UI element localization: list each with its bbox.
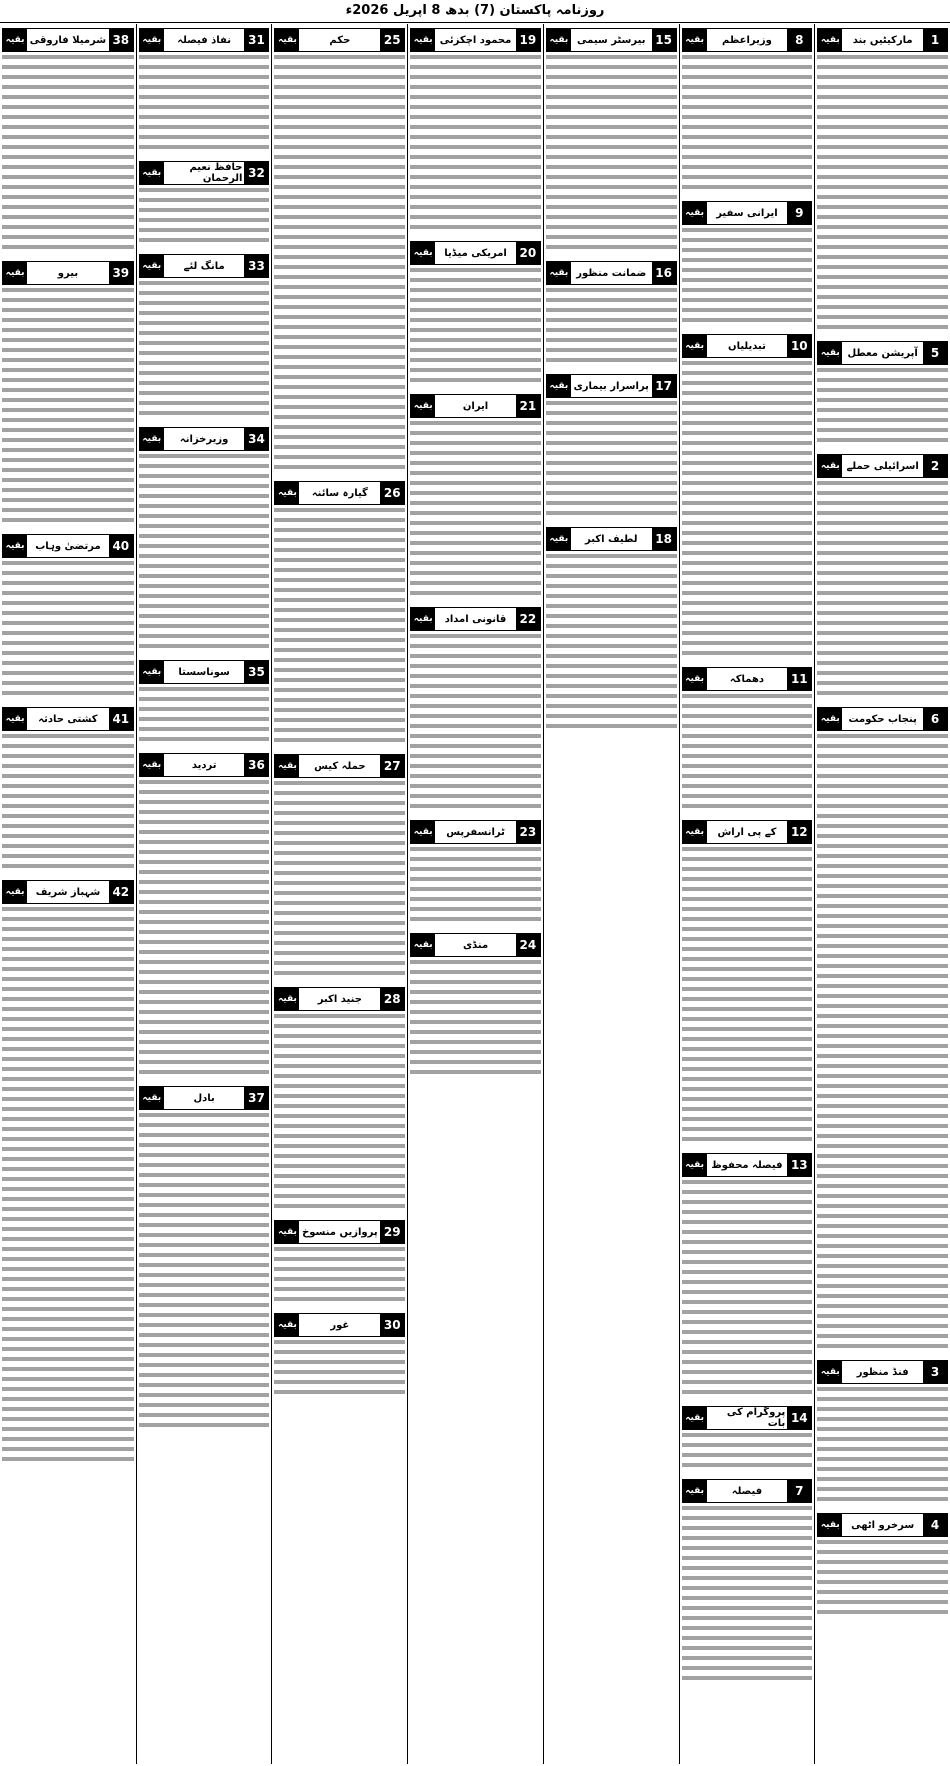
story xyxy=(682,28,813,195)
story xyxy=(139,28,270,155)
story-number: 7 xyxy=(787,1480,811,1502)
continuation-tag: بقیہ xyxy=(683,1407,707,1429)
story xyxy=(682,1479,813,1686)
story-heading xyxy=(817,341,948,365)
story-title: فیصلہ محفوظ xyxy=(711,1159,783,1171)
story-title: جنید اکبر xyxy=(317,993,362,1005)
story-title: لطیف اکبر xyxy=(584,533,638,545)
story-body xyxy=(682,55,813,195)
story-title: حکم xyxy=(329,34,351,46)
story xyxy=(817,707,948,1354)
story-heading xyxy=(2,880,134,904)
column xyxy=(271,24,407,1764)
story-number: 27 xyxy=(380,755,404,777)
story-heading xyxy=(682,820,813,844)
column xyxy=(814,24,950,1764)
story-body xyxy=(682,1506,813,1686)
story-title: مرتضیٰ وہاب xyxy=(35,540,101,552)
continuation-tag: بقیہ xyxy=(818,708,842,730)
continuation-tag: بقیہ xyxy=(547,528,571,550)
story xyxy=(274,481,405,748)
story-body xyxy=(274,781,405,981)
story-body xyxy=(274,1247,405,1307)
story-body xyxy=(817,1540,948,1620)
continuation-tag: بقیہ xyxy=(275,1314,299,1336)
story-title: مارکیٹیں بند xyxy=(852,34,913,46)
story xyxy=(817,454,948,701)
story xyxy=(2,28,134,255)
continuation-tag: بقیہ xyxy=(411,934,435,956)
story-body xyxy=(546,55,677,255)
continuation-tag: بقیہ xyxy=(3,262,27,284)
story-heading xyxy=(817,1513,948,1537)
continuation-tag: بقیہ xyxy=(275,482,299,504)
story xyxy=(139,161,270,248)
story xyxy=(682,334,813,661)
story xyxy=(274,1220,405,1307)
continuation-tag: بقیہ xyxy=(818,1514,842,1536)
continuation-tag: بقیہ xyxy=(411,821,435,843)
story-number: 4 xyxy=(923,1514,947,1536)
story-number: 19 xyxy=(516,29,540,51)
story-heading xyxy=(274,1220,405,1244)
story-title: پنجاب حکومت xyxy=(848,713,917,725)
story-number: 33 xyxy=(244,255,268,277)
story-body xyxy=(410,268,541,388)
story-number: 23 xyxy=(516,821,540,843)
story xyxy=(139,753,270,1080)
story-title: دھماکہ xyxy=(729,673,765,685)
story-body xyxy=(2,561,134,701)
story-number: 11 xyxy=(787,668,811,690)
story-number: 9 xyxy=(787,202,811,224)
story-heading xyxy=(410,28,541,52)
story-heading xyxy=(274,28,405,52)
story-heading xyxy=(139,254,270,278)
story-body xyxy=(682,847,813,1147)
story xyxy=(139,254,270,421)
story-body xyxy=(2,907,134,1467)
continuation-tag: بقیہ xyxy=(683,202,707,224)
continuation-tag: بقیہ xyxy=(275,1221,299,1243)
story-heading xyxy=(817,28,948,52)
story xyxy=(410,394,541,601)
story-body xyxy=(817,1387,948,1507)
story-heading xyxy=(274,481,405,505)
story-title: بیرو xyxy=(57,267,79,279)
continuation-tag: بقیہ xyxy=(140,428,164,450)
column xyxy=(0,24,136,1764)
story-body xyxy=(817,481,948,701)
story xyxy=(546,261,677,368)
story-heading xyxy=(2,707,134,731)
story-title: پروگرام کی بات xyxy=(726,1407,786,1429)
story-title: پروازیں منسوخ xyxy=(302,1226,378,1238)
story-title: تبدیلیاں xyxy=(728,340,766,352)
story-title: تردید xyxy=(191,759,217,771)
continuation-tag: بقیہ xyxy=(140,255,164,277)
story-number: 32 xyxy=(244,162,268,184)
story-number: 28 xyxy=(380,988,404,1010)
story xyxy=(817,28,948,335)
newspaper-page xyxy=(0,24,950,1764)
story-heading xyxy=(817,1360,948,1384)
story-heading xyxy=(817,707,948,731)
story xyxy=(682,1406,813,1473)
continuation-tag: بقیہ xyxy=(818,455,842,477)
continuation-tag: بقیہ xyxy=(140,162,164,184)
story-body xyxy=(139,281,270,421)
story xyxy=(410,820,541,927)
story xyxy=(410,28,541,235)
story-heading xyxy=(139,427,270,451)
story-heading xyxy=(410,394,541,418)
story-heading xyxy=(139,660,270,684)
story-title: گیارہ سائنہ xyxy=(311,487,368,499)
story-heading xyxy=(682,667,813,691)
story-heading xyxy=(2,28,134,52)
continuation-tag: بقیہ xyxy=(547,262,571,284)
story-body xyxy=(2,734,134,874)
story-body xyxy=(139,687,270,747)
story-title: نفاذ فیصلہ xyxy=(177,34,232,46)
story-heading xyxy=(817,454,948,478)
continuation-tag: بقیہ xyxy=(275,988,299,1010)
story-title: آپریشن معطل xyxy=(847,347,918,359)
story xyxy=(274,754,405,981)
story-title: کشتی حادثہ xyxy=(38,713,98,725)
story-heading xyxy=(139,1086,270,1110)
story-number: 29 xyxy=(380,1221,404,1243)
story-number: 40 xyxy=(109,535,133,557)
story-heading xyxy=(682,1406,813,1430)
continuation-tag: بقیہ xyxy=(140,1087,164,1109)
story-number: 39 xyxy=(109,262,133,284)
story-body xyxy=(817,368,948,448)
story-heading xyxy=(410,820,541,844)
story-number: 37 xyxy=(244,1087,268,1109)
story xyxy=(817,1360,948,1507)
story xyxy=(817,341,948,448)
continuation-tag: بقیہ xyxy=(683,1154,707,1176)
story-title: وزیراعظم xyxy=(722,34,772,46)
story-body xyxy=(817,55,948,335)
story-body xyxy=(139,780,270,1080)
story-number: 5 xyxy=(923,342,947,364)
masthead-date: روزنامہ پاکستان (7) بدھ 8 اپریل 2026ء xyxy=(0,0,950,23)
story-title: حملہ کیس xyxy=(314,760,366,772)
story-number: 20 xyxy=(516,242,540,264)
story xyxy=(682,820,813,1147)
story-body xyxy=(274,55,405,475)
story-title: فنڈ منظور xyxy=(856,1366,909,1378)
story xyxy=(139,1086,270,1433)
story-title: ٹرانسفرپس xyxy=(446,826,505,838)
continuation-tag: بقیہ xyxy=(140,661,164,683)
story-body xyxy=(546,401,677,521)
story-title: محمود اچکزئی xyxy=(439,34,512,46)
story-title: امریکی میڈیا xyxy=(444,247,507,259)
story xyxy=(410,933,541,1080)
story-heading xyxy=(682,28,813,52)
story xyxy=(682,667,813,814)
story xyxy=(274,28,405,475)
story-heading xyxy=(682,1153,813,1177)
story-body xyxy=(410,847,541,927)
story-title: بادل xyxy=(193,1092,215,1104)
continuation-tag: بقیہ xyxy=(818,29,842,51)
story-title: وزیرخزانہ xyxy=(179,433,229,445)
story xyxy=(410,607,541,814)
continuation-tag: بقیہ xyxy=(683,29,707,51)
story xyxy=(817,1513,948,1620)
story-title: منڈی xyxy=(462,939,489,951)
continuation-tag: بقیہ xyxy=(3,535,27,557)
continuation-tag: بقیہ xyxy=(683,1480,707,1502)
story-number: 12 xyxy=(787,821,811,843)
story xyxy=(546,28,677,255)
continuation-tag: بقیہ xyxy=(140,754,164,776)
story xyxy=(2,261,134,528)
story-heading xyxy=(274,1313,405,1337)
story-body xyxy=(274,508,405,748)
story-body xyxy=(410,634,541,814)
continuation-tag: بقیہ xyxy=(3,708,27,730)
story-heading xyxy=(274,987,405,1011)
story-heading xyxy=(410,933,541,957)
story-body xyxy=(410,960,541,1080)
column xyxy=(407,24,543,1764)
story-body xyxy=(682,361,813,661)
continuation-tag: بقیہ xyxy=(683,821,707,843)
story-number: 30 xyxy=(380,1314,404,1336)
continuation-tag: بقیہ xyxy=(547,29,571,51)
story-heading xyxy=(410,241,541,265)
story-heading xyxy=(139,28,270,52)
story-heading xyxy=(682,201,813,225)
continuation-tag: بقیہ xyxy=(275,755,299,777)
story xyxy=(546,527,677,734)
story-title: سرخرو اٹھی xyxy=(851,1519,915,1531)
continuation-tag: بقیہ xyxy=(3,881,27,903)
story-title: حافظ نعیم الرحمان xyxy=(189,162,243,184)
story-number: 10 xyxy=(787,335,811,357)
story-title: شہباز شریف xyxy=(35,886,101,898)
story-heading xyxy=(546,527,677,551)
continuation-tag: بقیہ xyxy=(411,242,435,264)
story-heading xyxy=(139,161,270,185)
story-title: اسرائیلی حملے xyxy=(846,460,919,472)
continuation-tag: بقیہ xyxy=(411,395,435,417)
story-number: 41 xyxy=(109,708,133,730)
story-number: 26 xyxy=(380,482,404,504)
story-body xyxy=(546,288,677,368)
story-number: 15 xyxy=(652,29,676,51)
story-body xyxy=(139,454,270,654)
story-heading xyxy=(274,754,405,778)
story xyxy=(2,880,134,1467)
story-title: ایرانی سفیر xyxy=(716,207,778,219)
story-body xyxy=(817,734,948,1354)
story-body xyxy=(274,1014,405,1214)
story xyxy=(139,660,270,747)
story-body xyxy=(2,288,134,528)
story-title: غور xyxy=(330,1319,350,1331)
continuation-tag: بقیہ xyxy=(547,375,571,397)
story-number: 14 xyxy=(787,1407,811,1429)
continuation-tag: بقیہ xyxy=(683,335,707,357)
story-number: 17 xyxy=(652,375,676,397)
story xyxy=(2,707,134,874)
story xyxy=(410,241,541,388)
story-heading xyxy=(682,334,813,358)
story xyxy=(274,987,405,1214)
story-body xyxy=(139,188,270,248)
story-number: 25 xyxy=(380,29,404,51)
story-number: 3 xyxy=(923,1361,947,1383)
story-body xyxy=(139,1113,270,1433)
continuation-tag: بقیہ xyxy=(140,29,164,51)
story xyxy=(546,374,677,521)
story xyxy=(2,534,134,701)
story-body xyxy=(682,1433,813,1473)
column xyxy=(679,24,815,1764)
story-body xyxy=(682,228,813,328)
story-number: 35 xyxy=(244,661,268,683)
story-title: قانونی امداد xyxy=(444,613,507,625)
story-title: ایران xyxy=(462,400,489,412)
story-body xyxy=(2,55,134,255)
story-number: 24 xyxy=(516,934,540,956)
story-body xyxy=(410,421,541,601)
story-number: 8 xyxy=(787,29,811,51)
story-number: 36 xyxy=(244,754,268,776)
story-title: بیرسٹر سیمی xyxy=(577,34,646,46)
story-body xyxy=(274,1340,405,1400)
story-body xyxy=(139,55,270,155)
story-number: 1 xyxy=(923,29,947,51)
story-number: 21 xyxy=(516,395,540,417)
story-number: 34 xyxy=(244,428,268,450)
story xyxy=(274,1313,405,1400)
continuation-tag: بقیہ xyxy=(275,29,299,51)
story-number: 6 xyxy=(923,708,947,730)
column xyxy=(543,24,679,1764)
story-title: شرمیلا فاروقی xyxy=(29,34,107,46)
continuation-tag: بقیہ xyxy=(818,1361,842,1383)
story-number: 2 xyxy=(923,455,947,477)
story-title: فیصلہ xyxy=(731,1485,763,1497)
story-number: 13 xyxy=(787,1154,811,1176)
story-heading xyxy=(682,1479,813,1503)
story-heading xyxy=(2,261,134,285)
story-title: مانگ لئے xyxy=(183,260,225,272)
story-title: کے پی اراش xyxy=(717,826,777,838)
story-heading xyxy=(546,374,677,398)
story-heading xyxy=(546,261,677,285)
continuation-tag: بقیہ xyxy=(411,608,435,630)
story-heading xyxy=(139,753,270,777)
story xyxy=(139,427,270,654)
story-body xyxy=(682,694,813,814)
story-heading xyxy=(546,28,677,52)
story xyxy=(682,1153,813,1400)
story-body xyxy=(546,554,677,734)
story-number: 22 xyxy=(516,608,540,630)
story-heading xyxy=(2,534,134,558)
story-number: 16 xyxy=(652,262,676,284)
story-body xyxy=(410,55,541,235)
story-body xyxy=(682,1180,813,1400)
story-heading xyxy=(410,607,541,631)
story-title: سوناسستا xyxy=(178,666,230,678)
story-title: ضمانت منظور xyxy=(576,267,647,279)
story-number: 18 xyxy=(652,528,676,550)
continuation-tag: بقیہ xyxy=(3,29,27,51)
story-number: 42 xyxy=(109,881,133,903)
story xyxy=(682,201,813,328)
column xyxy=(136,24,272,1764)
story-number: 31 xyxy=(244,29,268,51)
story-title: پراسرار بیماری xyxy=(573,380,649,392)
continuation-tag: بقیہ xyxy=(818,342,842,364)
continuation-tag: بقیہ xyxy=(683,668,707,690)
story-number: 38 xyxy=(109,29,133,51)
continuation-tag: بقیہ xyxy=(411,29,435,51)
